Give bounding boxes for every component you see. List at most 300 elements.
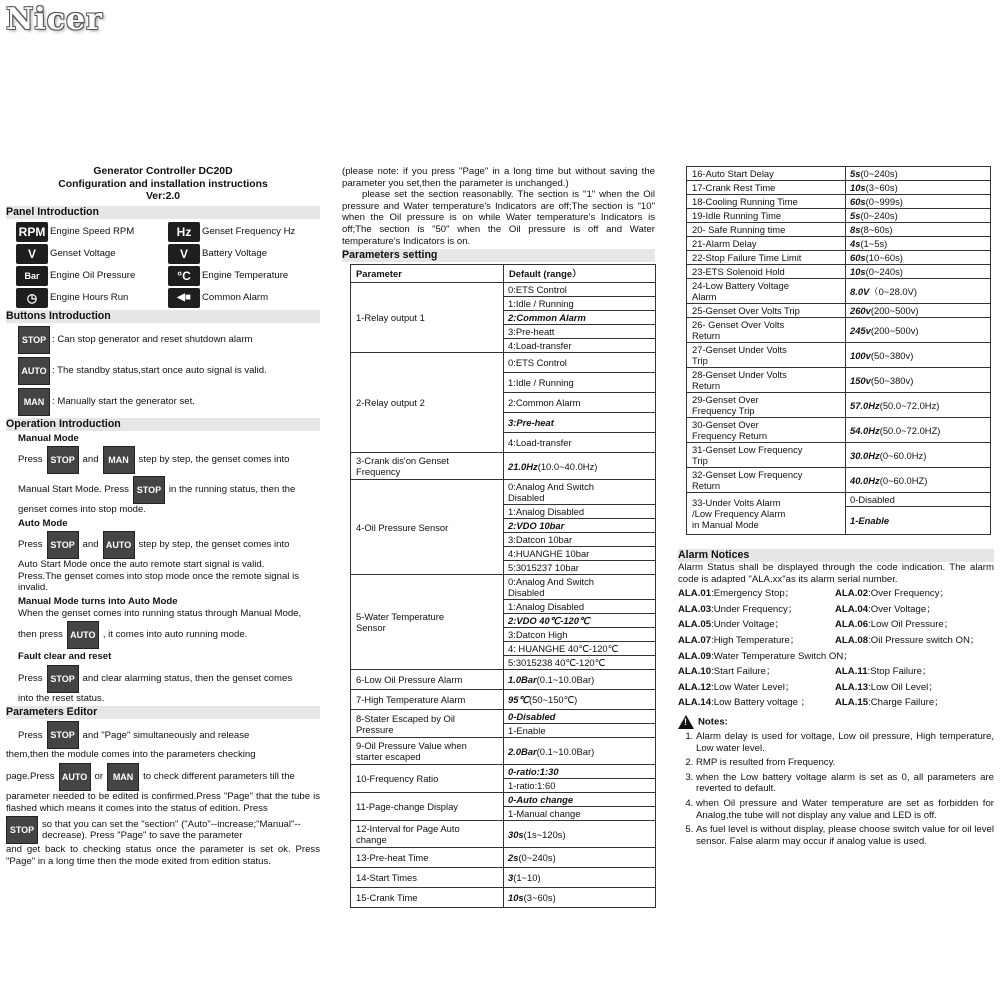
range-value: (3~60s) <box>865 182 898 193</box>
alarm-description: :Low Oil Level； <box>868 681 938 693</box>
auto-button-icon: AUTO <box>59 763 91 791</box>
alarm-description: :Water Temperature Switch ON； <box>711 650 853 662</box>
table-row <box>687 251 991 265</box>
doc-subtitle: Configuration and installation instructions <box>58 178 268 190</box>
manual-mode-line-3: genset comes into stop mode. <box>18 504 146 516</box>
param-value: 1:Analog Disabled <box>504 505 656 519</box>
range-value: (10~60s) <box>865 252 903 263</box>
table-row <box>351 710 656 724</box>
param-value <box>846 265 991 279</box>
stop-button-icon: STOP <box>6 816 38 844</box>
table-row <box>687 279 991 304</box>
column-1 <box>6 166 320 867</box>
alarm-heading: Alarm Notices <box>678 549 994 562</box>
warning-icon <box>678 715 694 729</box>
column-3 <box>678 166 994 850</box>
default-value: 2.0Bar <box>508 745 537 757</box>
alarm-code: ALA.05 <box>678 619 712 631</box>
manual-to-auto-line-1: When the genset comes into running status through Manual Mode, <box>18 607 302 619</box>
default-value: 95℃ <box>508 694 529 706</box>
alarm-code-item <box>835 697 993 709</box>
range-value: (200~500v) <box>870 305 919 316</box>
alarm-code-grid <box>678 588 994 709</box>
notes-block <box>678 715 994 847</box>
param-name: 18-Cooling Running Time <box>687 195 846 209</box>
param-value: 1-Enable <box>504 724 656 738</box>
buttons-heading: Buttons Introduction <box>6 310 320 323</box>
manual-mode-line-2 <box>18 476 320 504</box>
param-name: 15-Crank Time <box>351 888 504 908</box>
param-name: 24-Low Battery Voltage Alarm <box>687 279 846 304</box>
alarm-code-item <box>678 635 835 647</box>
param-value <box>504 690 656 710</box>
alarm-code-item <box>678 666 835 678</box>
man-button-icon: MAN <box>107 763 139 791</box>
alarm-code: ALA.08 <box>835 634 869 646</box>
param-value: 3:Datcon High <box>504 628 656 642</box>
range-value: (50.0~72.0Hz) <box>879 399 940 411</box>
auto-button-icon: AUTO <box>103 531 135 559</box>
param-value: 0:ETS Control <box>504 283 656 297</box>
default-value: 10s <box>850 182 866 193</box>
table-header-row <box>351 265 656 283</box>
brand-logo: Nicer <box>6 2 103 37</box>
default-value: 2s <box>508 852 519 864</box>
man-button-icon: MAN <box>103 446 135 474</box>
editor-line-2: them,then the module comes into the parameters checking <box>6 749 256 761</box>
param-value: 2:Common Alarm <box>504 311 656 325</box>
param-value: 2:VDO 40℃-120℃ <box>504 614 656 628</box>
param-name: 22-Stop Failure Time Limit <box>687 251 846 265</box>
param-value <box>846 393 991 418</box>
param-name: 26- Genset Over Volts Return <box>687 318 846 343</box>
alarm-code: ALA.10 <box>678 666 712 678</box>
param-name: 10-Frequency Ratio <box>351 765 504 793</box>
range-value: (0~240s) <box>518 852 556 864</box>
param-value <box>846 223 991 237</box>
default-value: 8.0V <box>850 285 870 297</box>
alarm-code-item <box>678 682 835 694</box>
alarm-intro: Alarm Status shall be displayed through the code indication. The alarm code is adapted "ALA.xx"as its alarm serial number. <box>678 562 994 585</box>
panel-heading: Panel Introduction <box>6 206 320 219</box>
alarm-description: :Charge Failure； <box>868 697 944 709</box>
alarm-code: ALA.07 <box>678 634 712 646</box>
alarm-code: ALA.04 <box>835 603 869 615</box>
param-name: 11-Page-change Display <box>351 793 504 821</box>
alarm-code-item <box>835 635 993 647</box>
auto-button-icon: AUTO <box>18 357 50 385</box>
stop-button-icon: STOP <box>18 326 50 354</box>
editor-line-1 <box>18 721 320 749</box>
param-value: 1:Idle / Running <box>504 297 656 311</box>
alarm-code-item <box>678 588 835 600</box>
text: so that you can set the "section" ("Auto"--increase;"Manual"--decrease). Press "Page" to save the parameter <box>42 818 301 842</box>
param-value <box>846 468 991 493</box>
range-value: (0.1~10.0Bar) <box>536 674 595 686</box>
table-row <box>687 209 991 223</box>
alarm-code-item <box>835 619 993 631</box>
man-button-icon: MAN <box>18 388 50 416</box>
alarm-code: ALA.01 <box>678 588 712 600</box>
default-value: 21.0Hz <box>508 460 538 472</box>
param-value <box>504 868 656 888</box>
param-value: 1-Enable <box>846 507 991 535</box>
column-header-parameter: Parameter <box>351 265 504 283</box>
param-name: 33-Under Volts Alarm /Low Frequency Alarm in Manual Mode <box>687 493 846 535</box>
table-row <box>351 283 656 297</box>
table-row <box>687 181 991 195</box>
params-heading: Parameters setting <box>342 249 655 262</box>
range-value: （0~28.0V) <box>869 285 917 297</box>
alarm-description: :Start Failure； <box>711 666 776 678</box>
panel-label: Engine Temperature <box>202 269 289 281</box>
auto-button-row <box>18 357 320 385</box>
default-value: 40.0Hz <box>850 474 880 486</box>
manual-to-auto-title: Manual Mode turns into Auto Mode <box>18 596 178 608</box>
param-value: 1-ratio:1:60 <box>504 779 656 793</box>
table-row <box>351 670 656 690</box>
auto-mode-line-3: Press.The genset comes into stop mode once the remote signal is invalid. <box>18 570 300 594</box>
param-value <box>846 343 991 368</box>
panel-icon-grid <box>16 222 320 308</box>
range-value: (50.0~72.0HZ) <box>879 424 941 436</box>
default-value: 150v <box>850 374 871 386</box>
table-row <box>351 690 656 710</box>
alarm-code: ALA.03 <box>678 603 712 615</box>
alarm-code-item <box>678 651 993 663</box>
param-value: 5:3015238 40℃-120℃ <box>504 656 656 670</box>
alarm-code-item <box>678 619 835 631</box>
default-value: 100v <box>850 349 871 361</box>
param-value <box>846 418 991 443</box>
range-value: (200~500v) <box>870 324 919 336</box>
text: in the running status, then the <box>168 484 296 496</box>
stop-button-icon: STOP <box>47 446 79 474</box>
range-value: (0.1~10.0Bar) <box>536 745 595 757</box>
stop-button-desc: : Can stop generator and reset shutdown alarm <box>52 333 253 345</box>
text: step by step, the genset comes into <box>138 539 290 551</box>
param-value: 4: HUANGHE 40℃-120℃ <box>504 642 656 656</box>
editor-line-3 <box>6 763 320 791</box>
table-row <box>687 493 991 507</box>
range-value: (3~60s) <box>523 892 556 904</box>
notes-list <box>678 731 994 847</box>
table-row <box>351 575 656 600</box>
alarm-code: ALA.02 <box>835 588 869 600</box>
param-name: 29-Genset Over Frequency Trip <box>687 393 846 418</box>
param-name: 25-Genset Over Volts Trip <box>687 304 846 318</box>
text: page.Press <box>6 771 55 783</box>
alarm-code-item <box>835 604 993 616</box>
range-value: (1s~120s) <box>523 828 566 840</box>
param-name: 23-ETS Solenoid Hold <box>687 265 846 279</box>
auto-mode-title: Auto Mode <box>18 517 68 529</box>
note-item: 2. RMP is resulted from Frequency. <box>696 757 994 769</box>
auto-mode-line-2: Auto Start Mode once the auto remote start signal is valid. <box>18 559 265 571</box>
text: and clear alarming status, then the genset comes <box>82 673 293 685</box>
range-value: (50~150℃) <box>528 694 578 706</box>
text: Press <box>18 454 43 466</box>
param-value: 3:Datcon 10bar <box>504 533 656 547</box>
doc-version: Ver:2.0 <box>145 191 181 202</box>
panel-label: Genset Voltage <box>50 247 116 259</box>
stop-button-icon: STOP <box>47 721 79 749</box>
param-value <box>846 443 991 468</box>
editor-line-5 <box>6 816 320 844</box>
text: or <box>94 771 104 783</box>
table-row <box>687 443 991 468</box>
stop-button-icon: STOP <box>47 531 79 559</box>
note-item: 4. when Oil pressure and Water temperature are set as forbidden for Analog,the tube will not display any value and LED is off. <box>696 798 994 821</box>
param-value <box>846 318 991 343</box>
param-value <box>846 167 991 181</box>
text: Manual Start Mode. Press <box>18 484 129 496</box>
alarm-code: ALA.09 <box>678 650 712 662</box>
param-name: 14-Start Times <box>351 868 504 888</box>
param-name: 12-Interval for Page Auto change <box>351 821 504 848</box>
param-name: 9-Oil Pressure Value when starter escaped <box>351 738 504 765</box>
table-row <box>687 304 991 318</box>
man-button-desc: : Manually start the generator set. <box>52 395 195 407</box>
param-name: 27-Genset Under Volts Trip <box>687 343 846 368</box>
table-row <box>351 793 656 807</box>
auto-button-icon: AUTO <box>67 621 99 649</box>
param-value <box>846 279 991 304</box>
stop-button-icon: STOP <box>133 476 165 504</box>
param-value: 3:Pre-heatt <box>504 325 656 339</box>
alarm-description: :Under Voltage； <box>711 619 785 631</box>
text: step by step, the genset comes into <box>138 454 290 466</box>
table-row <box>687 237 991 251</box>
note-item: 3. when the Low battery voltage alarm is set as 0, all parameters are reverted to default. <box>696 772 994 795</box>
panel-label: Genset Frequency Hz <box>202 225 296 237</box>
table-row <box>351 765 656 779</box>
table-row <box>687 195 991 209</box>
alarm-code: ALA.12 <box>678 681 712 693</box>
param-name: 1-Relay output 1 <box>351 283 504 353</box>
param-value <box>846 237 991 251</box>
param-value <box>846 181 991 195</box>
table-row <box>351 453 656 480</box>
param-value: 4:Load-transfer <box>504 433 656 453</box>
table-row <box>687 318 991 343</box>
range-value: (50~380v) <box>870 349 914 361</box>
section-note: please set the section reasonablly. The section is "1" when the Oil pressure and Water temperature's Indicators are off;The section is "10" when the Oil pressure is on while Water temperature's Indicators is off;The section is "50" when the Oil pressure is off and Water temperature's Indicators is on. <box>342 189 655 247</box>
table-row <box>351 738 656 765</box>
alarm-description: :Oil Pressure switch ON； <box>868 634 980 646</box>
param-value: 0:Analog And Switch Disabled <box>504 575 656 600</box>
panel-label: Battery Voltage <box>202 247 268 259</box>
range-value: (0~999s) <box>865 196 903 207</box>
hours-icon: ◷ <box>16 288 48 308</box>
range-value: (0~60.0HZ) <box>879 474 928 486</box>
param-name: 19-Idle Running Time <box>687 209 846 223</box>
alarm-code-item <box>835 682 993 694</box>
param-value <box>504 453 656 480</box>
parameters-table-continued <box>686 166 991 535</box>
table-row <box>351 868 656 888</box>
range-value: (8~60s) <box>860 224 893 235</box>
fault-clear-title: Fault clear and reset <box>18 651 112 663</box>
alarm-code: ALA.14 <box>678 697 712 709</box>
editor-heading: Parameters Editor <box>6 706 320 719</box>
range-value: (0~240s) <box>860 210 898 221</box>
param-name: 6-Low Oil Pressure Alarm <box>351 670 504 690</box>
stop-button-icon: STOP <box>47 665 79 693</box>
param-name: 30-Genset Over Frequency Return <box>687 418 846 443</box>
alarm-code: ALA.15 <box>835 697 869 709</box>
alarm-code-item <box>835 588 993 600</box>
param-value: 0-ratio:1:30 <box>504 765 656 779</box>
doc-title: Generator Controller DC20D <box>93 166 233 177</box>
alarm-code-item <box>678 604 835 616</box>
param-value <box>504 670 656 690</box>
param-value <box>504 738 656 765</box>
param-value: 0:ETS Control <box>504 353 656 373</box>
table-row <box>687 393 991 418</box>
text: Press <box>18 539 43 551</box>
param-value: 3:Pre-heat <box>504 413 656 433</box>
table-row <box>687 368 991 393</box>
panel-label: Engine Speed RPM <box>50 225 135 237</box>
default-value: 260v <box>850 305 871 316</box>
range-value: (1~5s) <box>860 238 888 249</box>
table-row <box>351 353 656 373</box>
param-value: 1:Idle / Running <box>504 373 656 393</box>
alarm-description: :Stop Failure； <box>867 666 932 678</box>
alarm-description: :Low Water Level； <box>711 681 795 693</box>
param-name: 21-Alarm Delay <box>687 237 846 251</box>
param-value <box>846 209 991 223</box>
param-value <box>846 304 991 318</box>
param-name: 32-Genset Low Frequency Return <box>687 468 846 493</box>
stop-button-row <box>18 326 320 354</box>
text: and <box>82 454 99 466</box>
genset-voltage-icon: V <box>16 244 48 264</box>
temperature-icon: °C <box>168 266 200 286</box>
range-value: (0~60.0Hz) <box>879 449 927 461</box>
param-value: 1:Analog Disabled <box>504 600 656 614</box>
page-note: (please note: if you press "Page" in a long time but without saving the parameter you set,then the parameter is unchanged.) <box>342 166 655 189</box>
param-value <box>846 251 991 265</box>
alarm-description: :Over Frequency； <box>868 588 950 600</box>
param-name: 3-Crank dis'on Genset Frequency <box>351 453 504 480</box>
default-value: 10s <box>850 266 866 277</box>
alarm-code: ALA.06 <box>835 619 869 631</box>
range-value: (0~240s) <box>860 168 898 179</box>
alarm-description: :Emergency Stop； <box>711 588 795 600</box>
auto-mode-line-1 <box>18 531 320 559</box>
default-value: 57.0Hz <box>850 399 880 411</box>
table-row <box>687 343 991 368</box>
panel-label: Engine Oil Pressure <box>50 269 136 281</box>
table-row <box>351 821 656 848</box>
default-value: 245v <box>850 324 871 336</box>
manual-mode-title: Manual Mode <box>18 432 79 444</box>
param-value: 2:Common Alarm <box>504 393 656 413</box>
column-header-default: Default (range） <box>504 265 656 283</box>
fault-clear-line-1 <box>18 665 320 693</box>
fault-clear-line-2: into the reset status. <box>18 692 105 704</box>
oil-pressure-icon: Bar <box>16 266 48 286</box>
column-2 <box>342 166 655 908</box>
table-row <box>687 167 991 181</box>
text: then press <box>18 629 63 641</box>
note-item: 5. As fuel level is without display, please choose switch value for oil level sensor. False alarm may occur if analog value is used. <box>696 824 994 847</box>
param-value <box>504 821 656 848</box>
param-value: 4:Load-transfer <box>504 339 656 353</box>
param-value: 0-Disabled <box>846 493 991 507</box>
param-name: 7-High Temperature Alarm <box>351 690 504 710</box>
param-name: 31-Genset Low Frequency Trip <box>687 443 846 468</box>
text: and <box>82 539 99 551</box>
alarm-description: :Under Frequency； <box>711 603 798 615</box>
param-value <box>504 848 656 868</box>
param-name: 4-Oil Pressure Sensor <box>351 480 504 575</box>
table-row <box>687 265 991 279</box>
auto-button-desc: : The standby status,start once auto signal is valid. <box>52 364 267 376</box>
default-value: 10s <box>508 892 524 904</box>
alarm-description: :Low Battery voltage ； <box>711 697 811 709</box>
param-name: 13-Pre-heat Time <box>351 848 504 868</box>
alarm-code: ALA.13 <box>835 681 869 693</box>
default-value: 8s <box>850 224 861 235</box>
range-value: (10.0~40.0Hz) <box>537 460 598 472</box>
battery-voltage-icon: V <box>168 244 200 264</box>
table-row <box>687 418 991 443</box>
param-name: 28-Genset Under Volts Return <box>687 368 846 393</box>
table-row <box>687 223 991 237</box>
param-value: 0-Auto change <box>504 793 656 807</box>
note-item: 1. Alarm delay is used for voltage, Low oil pressure, High temperature, Low water level. <box>696 731 994 754</box>
param-name: 5-Water Temperature Sensor <box>351 575 504 670</box>
text: Press <box>18 729 43 741</box>
default-value: 54.0Hz <box>850 424 880 436</box>
range-value: (1~10) <box>513 872 541 884</box>
text: , it comes into auto running mode. <box>102 629 248 641</box>
default-value: 60s <box>850 252 866 263</box>
param-name: 16-Auto Start Delay <box>687 167 846 181</box>
rpm-icon: RPM <box>16 222 48 242</box>
param-value: 4:HUANGHE 10bar <box>504 547 656 561</box>
param-value: 0-Disabled <box>504 710 656 724</box>
default-value: 30s <box>508 828 524 840</box>
notes-title: Notes: <box>698 716 728 728</box>
default-value: 60s <box>850 196 866 207</box>
alarm-code-item <box>678 697 835 709</box>
default-value: 5s <box>850 168 861 179</box>
alarm-description: :High Temperature； <box>711 634 800 646</box>
param-value: 2:VDO 10bar <box>504 519 656 533</box>
param-name: 17-Crank Rest Time <box>687 181 846 195</box>
manual-mode-line-1 <box>18 446 320 474</box>
alarm-code-item <box>835 666 993 678</box>
default-value: 3 <box>508 872 514 884</box>
operation-heading: Operation Introduction <box>6 418 320 431</box>
manual-to-auto-line-2 <box>18 621 320 649</box>
alarm-description: :Over Voltage； <box>868 603 936 615</box>
param-value <box>846 195 991 209</box>
man-button-row <box>18 388 320 416</box>
panel-label: Common Alarm <box>202 291 269 303</box>
default-value: 1.0Bar <box>508 674 537 686</box>
param-value <box>504 888 656 908</box>
alarm-description: :Low Oil Pressure； <box>868 619 954 631</box>
editor-line-6: and get back to checking status once the parameter is set ok. Press "Page" in a long time then the mode exited from edition status. <box>6 844 320 867</box>
alarm-horn-icon: ◀■ <box>168 288 200 308</box>
text: to check different parameters till the <box>143 771 295 783</box>
text: Press <box>18 673 43 685</box>
